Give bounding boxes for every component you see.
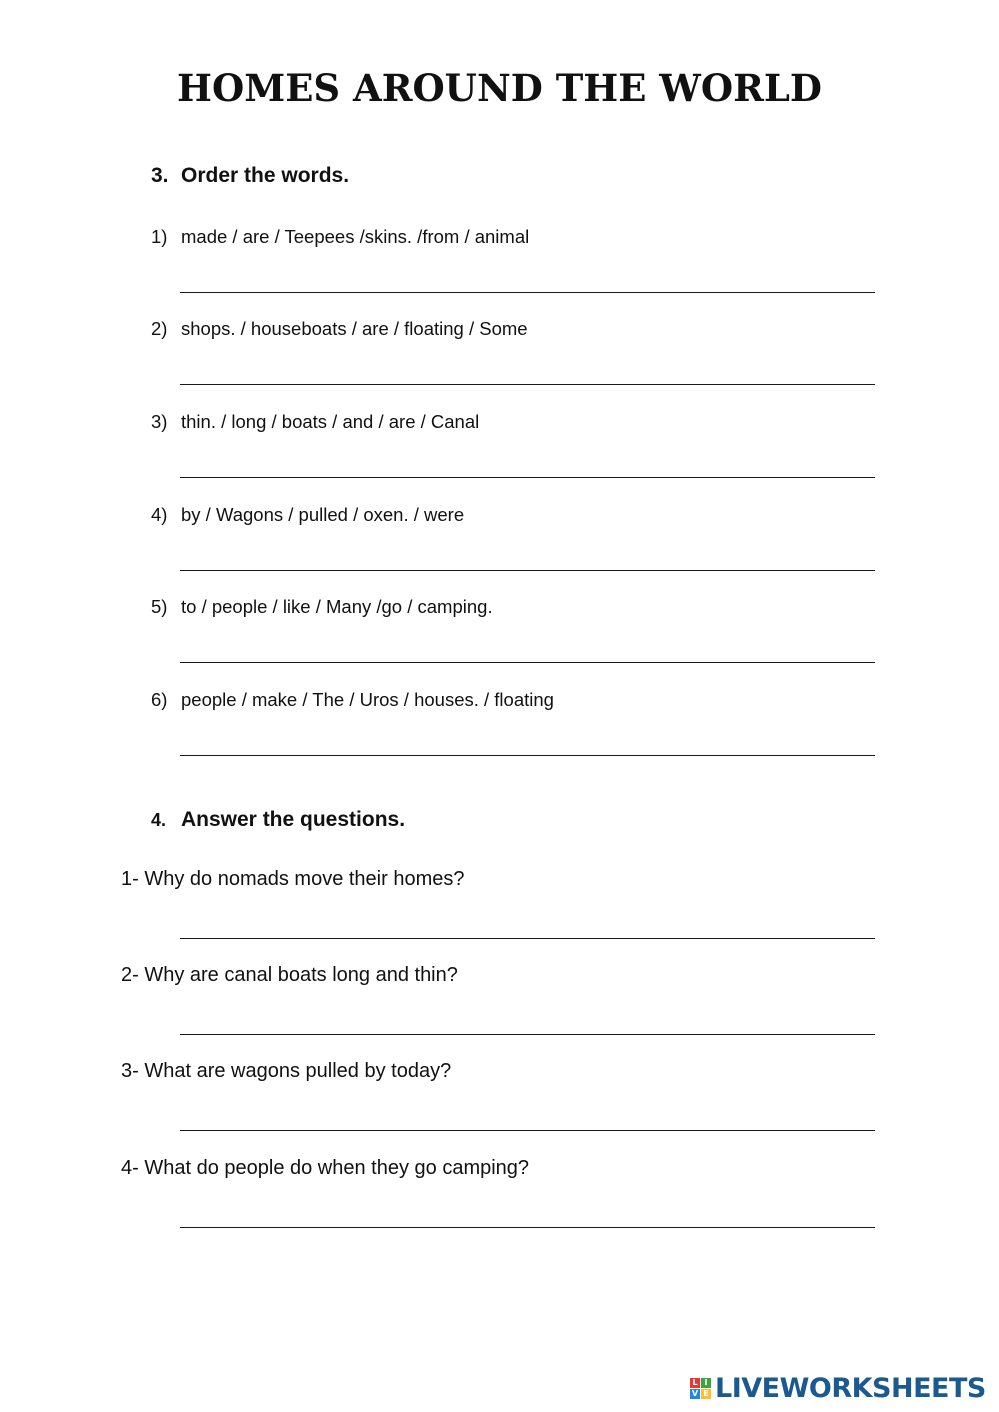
item-text: made / are / Teepees /skins. /from / animal: [181, 226, 530, 247]
item-number: 2): [151, 318, 168, 339]
section-4-heading: [151, 808, 405, 832]
order-item-2: [151, 318, 528, 340]
page-title: HOMES AROUND THE WORLD: [177, 66, 822, 110]
liveworksheets-wordmark: LIVEWORKSHEETS: [715, 1372, 986, 1404]
section-4-number: 4.: [151, 810, 167, 830]
logo-tile: E: [701, 1389, 711, 1399]
liveworksheets-logo-icon: [690, 1378, 711, 1399]
section-4-heading-text: Answer the questions.: [181, 808, 406, 831]
answer-line-question-3[interactable]: [180, 1130, 875, 1131]
logo-tile: V: [691, 1388, 699, 1398]
answer-line-order-3[interactable]: [180, 477, 875, 478]
question-4: 4- What do people do when they go camping?: [121, 1157, 530, 1179]
question-3: 3- What are wagons pulled by today?: [121, 1060, 452, 1082]
logo-tile: L: [690, 1378, 700, 1388]
item-number: 3): [151, 411, 168, 432]
liveworksheets-brand[interactable]: [690, 1372, 986, 1404]
item-text: thin. / long / boats / and / are / Canal: [181, 411, 480, 432]
item-number: 6): [151, 689, 168, 710]
answer-line-question-2[interactable]: [180, 1034, 875, 1035]
order-item-4: [151, 504, 464, 526]
section-3-number: 3.: [151, 164, 169, 187]
section-3-heading: [151, 164, 349, 188]
item-text: people / make / The / Uros / houses. / floating: [181, 689, 554, 710]
answer-line-order-1[interactable]: [180, 292, 875, 293]
section-3-heading-text: Order the words.: [181, 164, 350, 187]
order-item-1: [151, 226, 529, 248]
order-item-5: [151, 596, 493, 618]
order-item-6: [151, 689, 554, 711]
answer-line-order-2[interactable]: [180, 384, 875, 385]
item-text: by / Wagons / pulled / oxen. / were: [181, 504, 465, 525]
question-1: 1- Why do nomads move their homes?: [121, 868, 465, 890]
item-text: to / people / like / Many /go / camping.: [181, 596, 493, 617]
answer-line-order-4[interactable]: [180, 570, 875, 571]
answer-line-question-1[interactable]: [180, 938, 875, 939]
order-item-3: [151, 411, 479, 433]
logo-tile: I: [701, 1378, 711, 1388]
item-number: 5): [151, 596, 168, 617]
answer-line-question-4[interactable]: [180, 1227, 875, 1228]
answer-line-order-5[interactable]: [180, 662, 875, 663]
question-2: 2- Why are canal boats long and thin?: [121, 964, 458, 986]
item-number: 1): [151, 226, 168, 247]
answer-line-order-6[interactable]: [180, 755, 875, 756]
item-text: shops. / houseboats / are / floating / Some: [181, 318, 528, 339]
item-number: 4): [151, 504, 168, 525]
